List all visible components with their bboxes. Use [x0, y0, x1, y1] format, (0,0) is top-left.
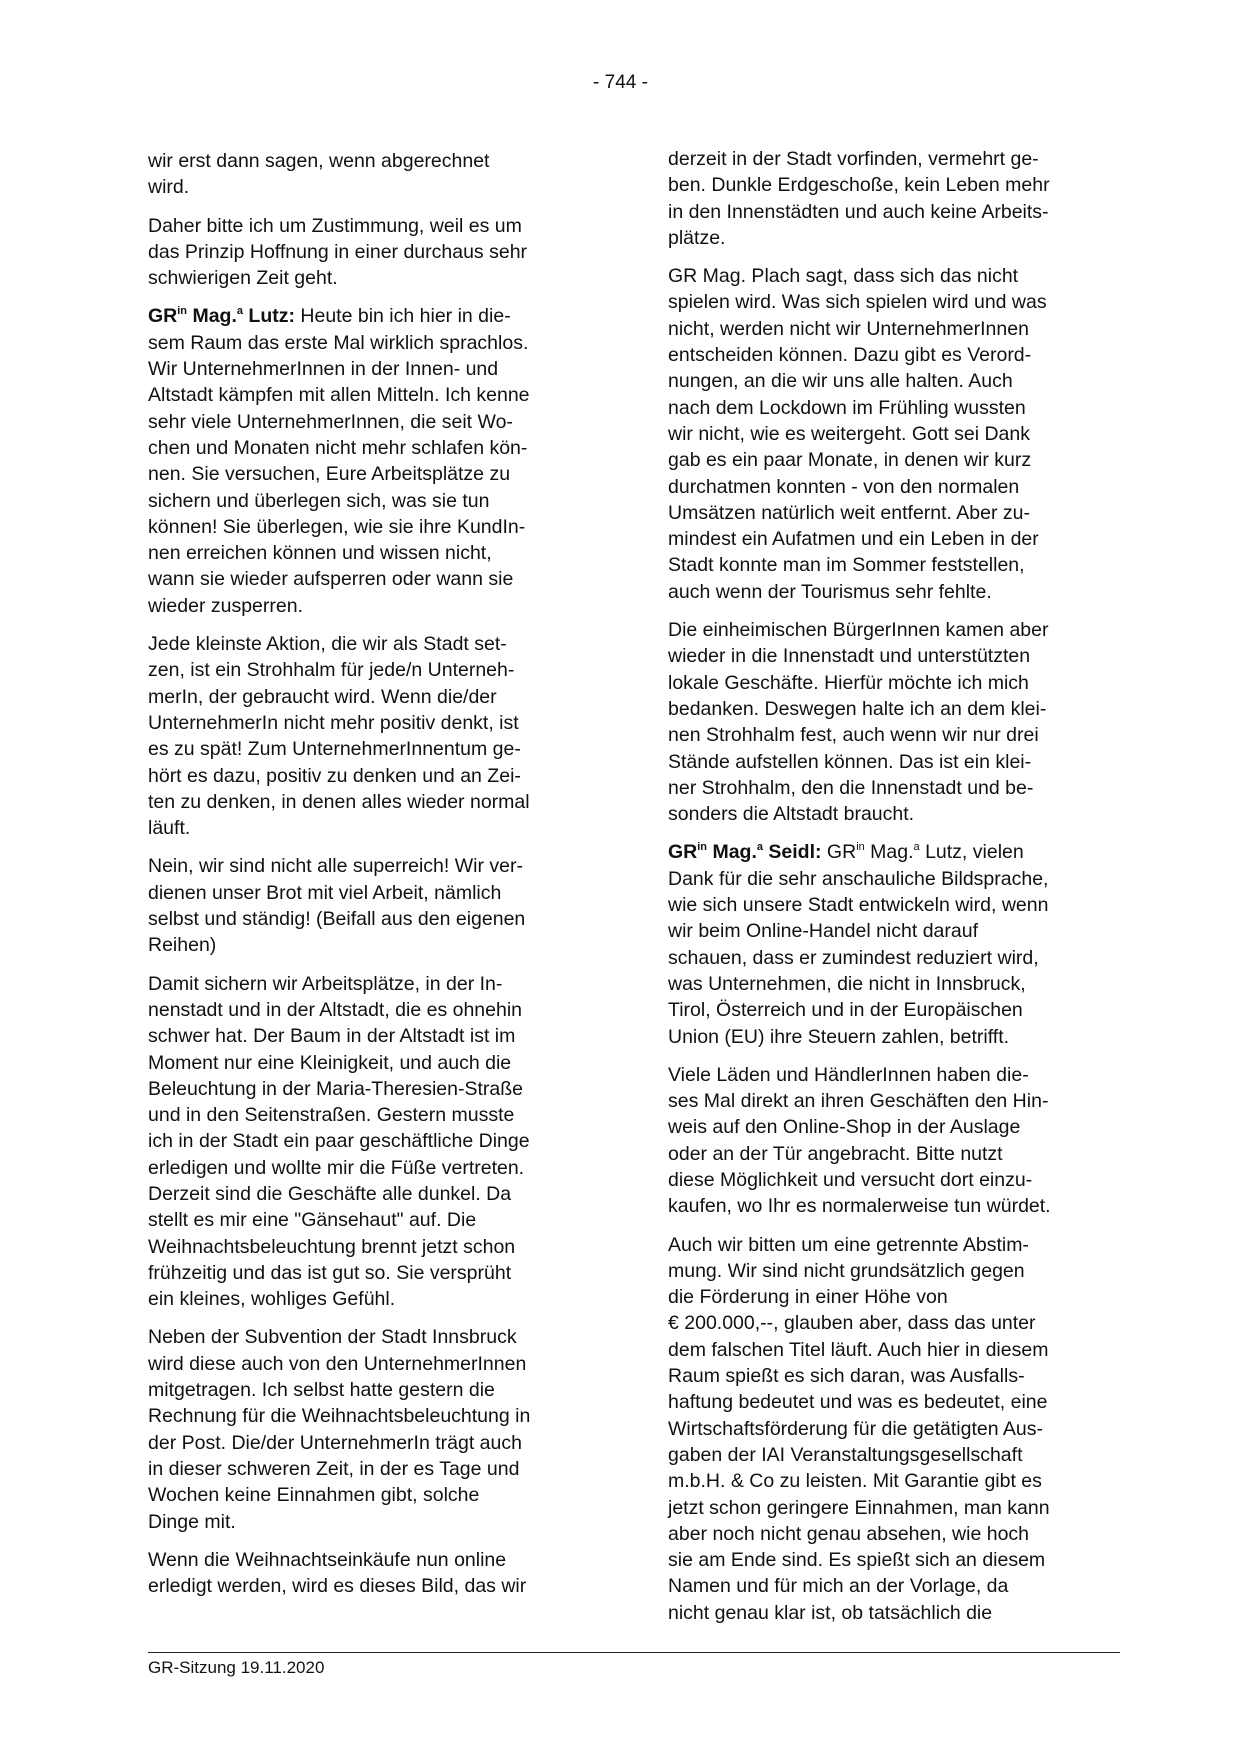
- paragraph: Viele Läden und HändlerInnen haben die- ses Mal direkt an ihren Geschäften den Hin- weis auf den Online-Shop in der Auslage oder an der Tür angebracht. Bitte nutzt diese Möglichkeit und versucht dort einzu- kaufen, wo Ihr es normalerweise tun würdet.: [668, 1063, 1051, 1218]
- footer-session-date: GR-Sitzung 19.11.2020: [148, 1658, 325, 1677]
- left-column: [148, 148, 598, 1611]
- paragraph: wir erst dann sagen, wenn abgerechnet wird.: [148, 150, 490, 199]
- paragraph-lutz: $GR^{in}$ Mag.$^a$ Lutz: Heute bin ich hier in die- sem Raum das erste Mal wirklich sprachlos. Wir UnternehmerInnen in der Innen- und Altstadt kämpfen mit allen Mitteln. Ich kenne sehr viele UnternehmerInnen, die seit Wo- chen und Monaten nicht mehr schlafen kön- nen. Sie versuchen, Eure Arbeitsplätze zu sichern und überlegen sich, was sie tun können! Sie überlegen, wie sie ihre KundIn- nen erreichen können und wissen nicht, wann sie wieder aufsperren oder wann sie wieder zusperren.: [148, 305, 530, 617]
- paragraph: Wenn die Weihnachtseinkäufe nun online erledigt werden, wird es dieses Bild, das wir: [148, 1548, 527, 1598]
- speaker-lutz: $GR^{in}$ Mag.$^a$ Lutz:: [148, 305, 295, 328]
- paragraph: Jede kleinste Aktion, die wir als Stadt set- zen, ist ein Strohhalm für jede/n Unterneh- merIn, der gebraucht wird. Wenn die/der UnternehmerIn nicht mehr positiv denkt, ist es zu spät! Zum UnternehmerInnentum ge- hört es dazu, positiv zu denken und an Zei- ten zu denken, in denen alles wieder normal läuft.: [148, 633, 530, 840]
- paragraph: Damit sichern wir Arbeitsplätze, in der In- nenstadt und in der Altstadt, die es ohnehin schwer hat. Der Baum in der Altstadt ist im Moment nur eine Kleinigkeit, und auch die Beleuchtung in der Maria-Theresien-Straße und in den Seitenstraßen. Gestern musste ich in der Stadt ein paar geschäftliche Dinge erledigen und wollte mir die Füße vertreten. Derzeit sind die Geschäfte alle dunkel. Da stellt es mir eine "Gänsehaut" auf. Die Weihnachtsbeleuchtung brennt jetzt schon frühzeitig und das ist gut so. Sie versprüht ein kleines, wohliges Gefühl.: [148, 972, 530, 1311]
- paragraph: Die einheimischen BürgerInnen kamen aber wieder in die Innenstadt und unterstützten lokale Geschäfte. Hierfür möchte ich mich bedanken. Deswegen halte ich an dem klei- nen Strohhalm fest, auch wenn wir nur drei Stände aufstellen können. Das ist ein klei- ner Strohhalm, den die Innenstadt und be- sonders die Altstadt braucht.: [668, 619, 1049, 826]
- paragraph: Neben der Subvention der Stadt Innsbruck wird diese auch von den UnternehmerInnen mitgetragen. Ich selbst hatte gestern die Rechnung für die Weihnachtsbeleuchtung in der Post. Die/der UnternehmerIn trägt auch in dieser schweren Zeit, in der es Tage und Wochen keine Einnahmen gibt, solche Dinge mit.: [148, 1326, 531, 1533]
- paragraph: Daher bitte ich um Zustimmung, weil es um das Prinzip Hoffnung in einer durchaus sehr schwierigen Zeit geht.: [148, 214, 528, 290]
- page-number: - 744 -: [593, 72, 648, 93]
- footer-divider: [148, 1652, 1120, 1653]
- right-column: [668, 146, 1118, 1638]
- paragraph: Nein, wir sind nicht alle superreich! Wir ver- dienen unser Brot mit viel Arbeit, nämlich selbst und ständig! (Beifall aus den eigenen Reihen): [148, 855, 526, 957]
- speaker-reference: $GR^{in}$ Mag.$^a$: [821, 841, 920, 864]
- paragraph: GR Mag. Plach sagt, dass sich das nicht spielen wird. Was sich spielen wird und was nicht, werden nicht wir UnternehmerInnen entscheiden können. Dazu gibt es Verord- nungen, an die wir uns alle halten. Auch nach dem Lockdown im Frühling wussten wir nicht, wie es weitergeht. Gott sei Dank gab es ein paar Monate, in denen wir kurz durchatmen konnten - von den normalen Umsätzen natürlich weit entfernt. Aber zu- mindest ein Aufatmen und ein Leben in der Stadt konnte man im Sommer feststellen, auch wenn der Tourismus sehr fehlte.: [668, 265, 1047, 603]
- paragraph-seidl: $GR^{in}$ Mag.$^a$ Seidl: $GR^{in}$ Mag.$^a$ Lutz, vielen Dank für die sehr anschauliche Bildsprache, wie sich unsere Stadt entwickeln wird, wenn wir beim Online-Handel nicht darauf schauen, dass er zumindest reduziert wird, was Unternehmen, die nicht in Innsbruck, Tirol, Österreich und in der Europäischen Union (EU) ihre Steuern zahlen, betrifft.: [668, 841, 1049, 1048]
- paragraph: Auch wir bitten um eine getrennte Abstim- mung. Wir sind nicht grundsätzlich gegen die Förderung in einer Höhe von € 200.000,--, glauben aber, dass das unter dem falschen Titel läuft. Auch hier in diesem Raum spießt es sich daran, was Ausfalls- haftung bedeutet und was es bedeutet, eine Wirtschaftsförderung für die getätigten Aus- gaben der IAI Veranstaltungsgesellschaft m.b.H. & Co zu leisten. Mit Garantie gibt es jetzt schon geringere Einnahmen, man kann aber noch nicht genau absehen, wie hoch sie am Ende sind. Es spießt sich an diesem Namen und für mich an der Vorlage, da nicht genau klar ist, ob tatsächlich die: [668, 1233, 1050, 1624]
- speaker-seidl: $GR^{in}$ Mag.$^a$ Seidl:: [668, 841, 822, 864]
- paragraph: derzeit in der Stadt vorfinden, vermehrt ge- ben. Dunkle Erdgeschoße, kein Leben mehr in den Innenstädten und auch keine Arbeits- plätze.: [668, 148, 1050, 249]
